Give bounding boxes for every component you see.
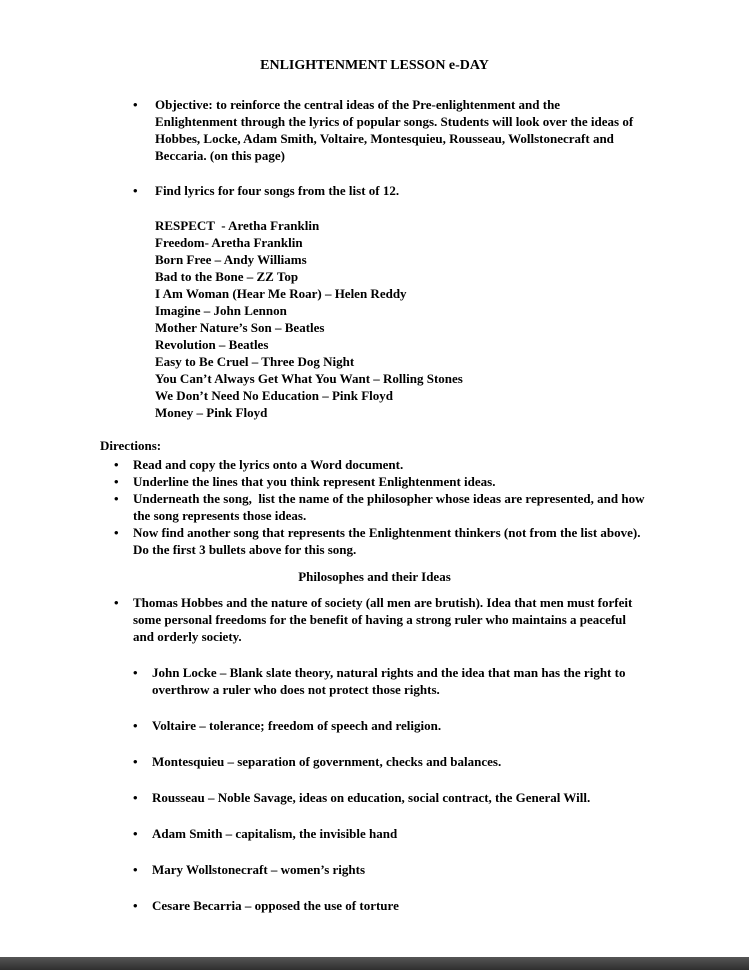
philosophe-item-rousseau: • Rousseau – Noble Savage, ideas on education, social contract, the General Will. [131, 789, 649, 806]
song-item: I Am Woman (Hear Me Roar) – Helen Reddy [155, 286, 407, 301]
direction-item: • Now find another song that represents the Enlightenment thinkers (not from the list above). Do the first 3 bullets above for this song. [112, 524, 649, 558]
direction-item: • Read and copy the lyrics onto a Word document. [112, 456, 649, 473]
song-item: You Can’t Always Get What You Want – Rolling Stones [155, 371, 463, 386]
directions-list [112, 456, 649, 558]
philosophe-item-voltaire: • Voltaire – tolerance; freedom of speech and religion. [131, 717, 649, 734]
directions-heading: Directions: [100, 438, 162, 453]
song-item: Revolution – Beatles [155, 337, 269, 352]
song-item: Bad to the Bone – ZZ Top [155, 269, 299, 284]
song-list [155, 217, 659, 421]
song-item: Mother Nature’s Son – Beatles [155, 320, 325, 335]
direction-item: • Underline the lines that you think represent Enlightenment ideas. [112, 473, 649, 490]
document-title: ENLIGHTENMENT LESSON e-DAY [260, 58, 489, 73]
song-item: Born Free – Andy Williams [155, 252, 307, 267]
objective-bullet: • Objective: to reinforce the central ideas of the Pre-enlightenment and the Enlightenment through the lyrics of popular songs. Students will look over the ideas of Hobbes, Locke, Adam Smith, Voltaire, Montesquieu, Rousseau, Wollstonecraft and Beccaria. (on this page) [131, 96, 643, 164]
philosophe-item-hobbes: • Thomas Hobbes and the nature of society (all men are brutish). Idea that men must forfeit some personal freedoms for the benefit of having a strong ruler who maintains a peaceful and orderly society. [112, 594, 649, 645]
philosophe-item-adam-smith: • Adam Smith – capitalism, the invisible hand [131, 825, 649, 842]
song-item: Money – Pink Floyd [155, 405, 268, 420]
philosophe-item-becarria: • Cesare Becarria – opposed the use of torture [131, 897, 649, 914]
song-item: RESPECT - Aretha Franklin [155, 218, 320, 233]
direction-item: • Underneath the song, list the name of the philosopher whose ideas are represented, and how the song represents those ideas. [112, 490, 649, 524]
philosophe-item-locke: • John Locke – Blank slate theory, natural rights and the idea that man has the right to overthrow a ruler who does not protect those rights. [131, 664, 649, 698]
philosophes-list [112, 594, 649, 914]
song-item: Easy to Be Cruel – Three Dog Night [155, 354, 355, 369]
philosophe-item-wollstonecraft: • Mary Wollstonecraft – women’s rights [131, 861, 649, 878]
song-item: Imagine – John Lennon [155, 303, 287, 318]
window-bottom-edge [0, 957, 749, 970]
philosophe-item-montesquieu: • Montesquieu – separation of government, checks and balances. [131, 753, 649, 770]
song-item: Freedom- Aretha Franklin [155, 235, 303, 250]
philosophes-heading: Philosophes and their Ideas [298, 569, 451, 584]
find-lyrics-bullet: • Find lyrics for four songs from the list of 12. [131, 182, 643, 199]
intro-bullet-list [131, 96, 643, 199]
song-item: We Don’t Need No Education – Pink Floyd [155, 388, 393, 403]
